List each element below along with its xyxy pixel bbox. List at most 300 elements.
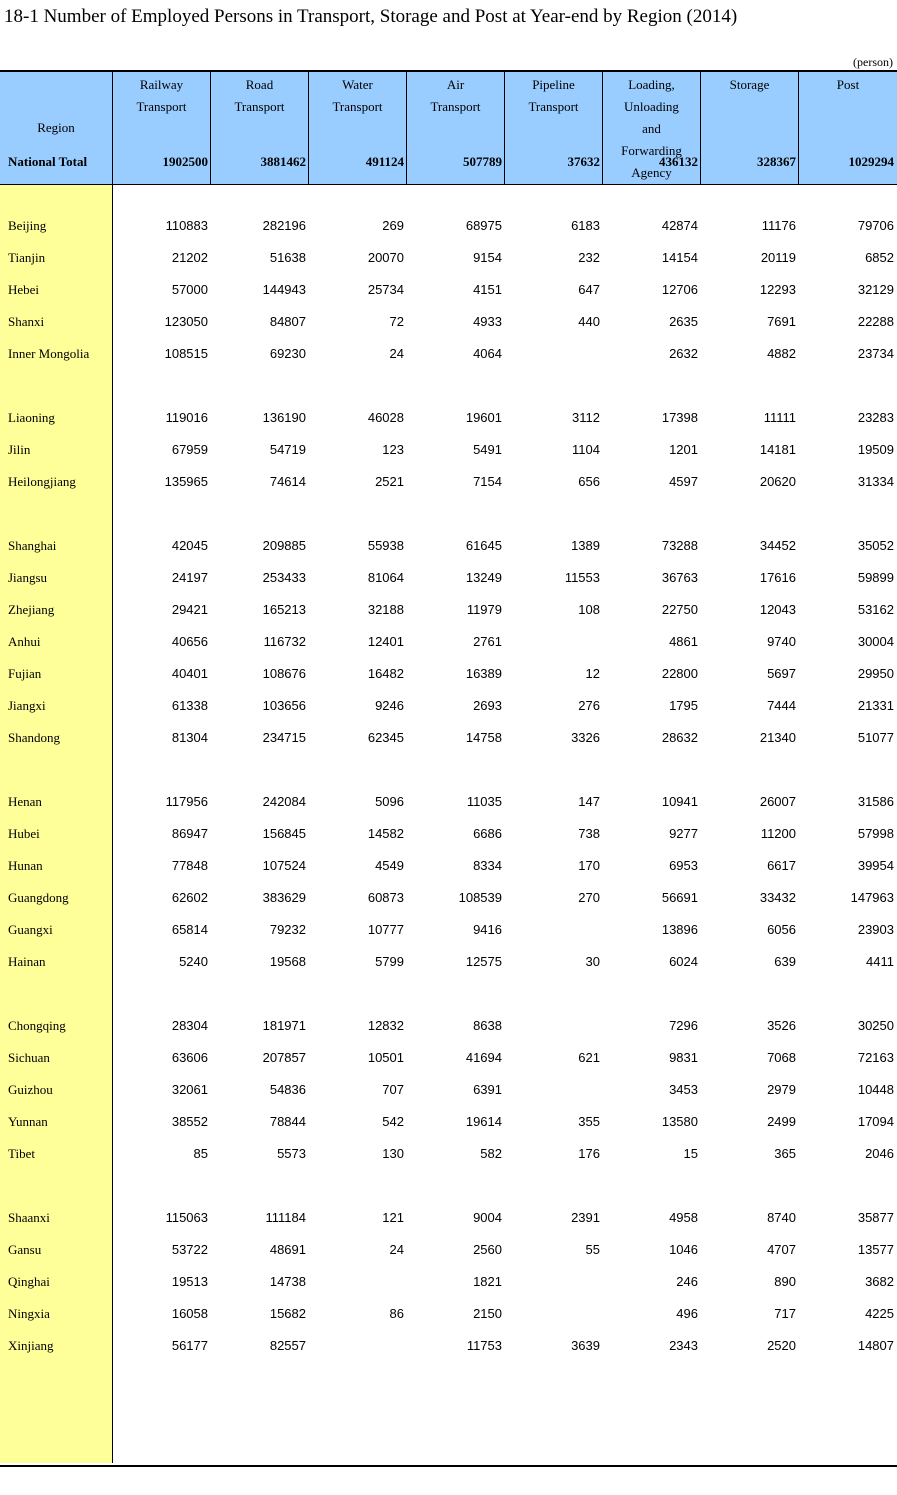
table-cell: 25734 (367, 282, 404, 297)
table-cell: 6391 (473, 1082, 502, 1097)
table-cell: 11111 (763, 410, 796, 425)
table-row (0, 282, 897, 302)
region-name: Beijing (8, 218, 47, 233)
table-cell: 72163 (857, 1050, 894, 1065)
table-row (0, 1242, 897, 1262)
region-name: Shaanxi (8, 1210, 50, 1225)
region-name: Qinghai (8, 1274, 50, 1289)
table-cell: 74614 (269, 474, 306, 489)
table-cell: 85 (193, 1146, 208, 1161)
table-cell: 31586 (857, 794, 894, 809)
region-name: Gansu (8, 1242, 42, 1257)
table-cell: 77848 (171, 858, 208, 873)
table-cell: 40656 (171, 634, 208, 649)
table-cell: 11200 (760, 826, 796, 841)
table-cell: 20119 (760, 250, 796, 265)
table-cell: 269 (382, 218, 404, 233)
table-cell: 28632 (661, 730, 698, 745)
table-cell: 10777 (367, 922, 404, 937)
table-cell: 4707 (767, 1242, 796, 1257)
table-row (0, 1082, 897, 1102)
table-row (0, 602, 897, 622)
table-cell: 2761 (473, 634, 502, 649)
table-cell: 170 (578, 858, 600, 873)
table-cell: 1389 (571, 538, 600, 553)
region-name: Shanxi (8, 314, 45, 329)
table-cell: 67959 (171, 442, 208, 457)
table-cell: 12401 (367, 634, 404, 649)
table-cell: 1821 (473, 1274, 502, 1289)
table-cell: 63606 (171, 1050, 208, 1065)
region-name: National Total (8, 154, 88, 169)
table-cell: 86947 (171, 826, 208, 841)
table-cell: 136190 (262, 410, 306, 425)
column-header-line: and (642, 121, 661, 136)
table-cell: 57998 (857, 826, 894, 841)
unit-label: (person) (853, 55, 893, 69)
table-row (0, 666, 897, 686)
table-row (0, 730, 897, 750)
table-cell: 2343 (669, 1338, 698, 1353)
table-cell: 13896 (661, 922, 698, 937)
region-name: Guizhou (8, 1082, 53, 1097)
table-cell: 24 (389, 1242, 404, 1257)
table-cell: 56691 (661, 890, 698, 905)
table-cell: 22750 (661, 602, 698, 617)
table-cell: 79232 (269, 922, 306, 937)
region-name: Tibet (8, 1146, 35, 1161)
table-cell: 123050 (164, 314, 208, 329)
region-name: Liaoning (8, 410, 55, 425)
table-cell: 355 (578, 1114, 600, 1129)
table-cell: 40401 (171, 666, 208, 681)
region-name: Fujian (8, 666, 42, 681)
table-cell: 37632 (567, 154, 600, 169)
table-row (0, 858, 897, 878)
table-cell: 123 (382, 442, 404, 457)
table-cell: 4861 (669, 634, 698, 649)
table-cell: 21202 (171, 250, 208, 265)
table-row (0, 410, 897, 430)
table-cell: 20620 (759, 474, 796, 489)
table-cell: 110883 (165, 218, 208, 233)
table-cell: 13249 (465, 570, 502, 585)
table-cell: 121 (382, 1210, 404, 1225)
table-cell: 32061 (171, 1082, 208, 1097)
column-header-line: Air (446, 77, 465, 92)
table-cell: 11753 (466, 1338, 502, 1353)
table-cell: 2521 (375, 474, 404, 489)
region-name: Inner Mongolia (8, 346, 90, 361)
table-cell: 116732 (263, 634, 306, 649)
table-cell: 19614 (465, 1114, 502, 1129)
table-cell: 60873 (367, 890, 404, 905)
table-cell: 5491 (473, 442, 502, 457)
table-cell: 23734 (857, 346, 894, 361)
column-header-line: Unloading (624, 99, 679, 114)
table-cell: 436132 (659, 154, 698, 169)
table-cell: 12 (585, 666, 600, 681)
table-cell: 62602 (171, 890, 208, 905)
table-cell: 30004 (857, 634, 894, 649)
table-cell: 69230 (269, 346, 306, 361)
table-cell: 28304 (171, 1018, 208, 1033)
table-cell: 6617 (767, 858, 796, 873)
table-cell: 17094 (857, 1114, 894, 1129)
region-name: Guangdong (8, 890, 69, 905)
table-cell: 84807 (269, 314, 306, 329)
region-name: Xinjiang (8, 1338, 54, 1353)
table-cell: 108676 (262, 666, 306, 681)
table-row (0, 570, 897, 590)
table-cell: 54836 (269, 1082, 306, 1097)
table-cell: 2046 (865, 1146, 894, 1161)
table-cell: 23283 (857, 410, 894, 425)
table-cell: 270 (578, 890, 600, 905)
table-cell: 48691 (269, 1242, 306, 1257)
table-row (0, 1146, 897, 1166)
table-cell: 12293 (759, 282, 796, 297)
table-cell: 10941 (661, 794, 698, 809)
table-cell: 3453 (669, 1082, 698, 1097)
table-cell: 12832 (367, 1018, 404, 1033)
table-cell: 11979 (466, 602, 502, 617)
table-cell: 242084 (262, 794, 306, 809)
table-cell: 14738 (269, 1274, 306, 1289)
column-header-line: Loading, (628, 77, 675, 92)
table-cell: 20070 (367, 250, 404, 265)
table-cell: 1201 (669, 442, 698, 457)
table-cell: 1902500 (162, 154, 208, 169)
table-cell: 890 (774, 1274, 796, 1289)
region-name: Yunnan (8, 1114, 48, 1129)
table-cell: 176 (578, 1146, 600, 1161)
table-cell: 86 (389, 1306, 404, 1321)
region-name: Hunan (8, 858, 43, 873)
table-cell: 738 (578, 826, 600, 841)
table-cell: 7691 (767, 314, 796, 329)
table-cell: 7296 (669, 1018, 698, 1033)
table-cell: 32188 (367, 602, 404, 617)
table-cell: 582 (480, 1146, 502, 1161)
table-cell: 207857 (262, 1050, 306, 1065)
table-cell: 2632 (669, 346, 698, 361)
region-name: Sichuan (8, 1050, 50, 1065)
table-cell: 82557 (269, 1338, 306, 1353)
table-row (0, 1018, 897, 1038)
table-cell: 5240 (179, 954, 208, 969)
table-cell: 4064 (473, 346, 502, 361)
table-cell: 3526 (767, 1018, 796, 1033)
table-cell: 4549 (375, 858, 404, 873)
table-cell: 41694 (465, 1050, 502, 1065)
table-cell: 2499 (767, 1114, 796, 1129)
table-cell: 17616 (759, 570, 796, 585)
region-name: Jiangxi (8, 698, 46, 713)
table-cell: 24 (389, 346, 404, 361)
table-cell: 65814 (171, 922, 208, 937)
table-cell: 23903 (857, 922, 894, 937)
region-name: Hainan (8, 954, 46, 969)
column-header-line: Transport (136, 99, 187, 114)
region-name: Tianjin (8, 250, 46, 265)
table-cell: 19601 (465, 410, 502, 425)
table-cell: 246 (676, 1274, 698, 1289)
table-cell: 16389 (465, 666, 502, 681)
table-cell: 5697 (767, 666, 796, 681)
table-cell: 621 (578, 1050, 600, 1065)
table-cell: 5573 (277, 1146, 306, 1161)
table-cell: 42045 (171, 538, 208, 553)
column-header-line: Railway (139, 77, 184, 92)
table-cell: 328367 (757, 154, 796, 169)
table-row (0, 890, 897, 910)
table-cell: 11553 (564, 570, 600, 585)
table-cell: 54719 (269, 442, 306, 457)
table-cell: 8638 (473, 1018, 502, 1033)
table-cell: 57000 (171, 282, 208, 297)
table-cell: 9740 (767, 634, 796, 649)
table-row (0, 922, 897, 942)
table-cell: 5096 (375, 794, 404, 809)
table-row (0, 218, 897, 238)
table-row (0, 1306, 897, 1326)
table-cell: 14807 (857, 1338, 894, 1353)
table-row (0, 250, 897, 270)
table-cell: 36763 (661, 570, 698, 585)
column-header-line: Agency (631, 165, 672, 180)
table-row (0, 954, 897, 974)
table-cell: 144943 (262, 282, 306, 297)
table-cell: 11176 (761, 218, 796, 233)
table-cell: 7444 (767, 698, 796, 713)
table-cell: 2693 (473, 698, 502, 713)
table-cell: 647 (578, 282, 600, 297)
table-cell: 496 (676, 1306, 698, 1321)
table-cell: 117956 (165, 794, 208, 809)
table-cell: 10448 (857, 1082, 894, 1097)
table-cell: 6686 (473, 826, 502, 841)
table-cell: 9831 (669, 1050, 698, 1065)
column-header-line: Post (836, 77, 860, 92)
table-cell: 61645 (465, 538, 502, 553)
table-cell: 56177 (171, 1338, 208, 1353)
region-name: Zhejiang (8, 602, 55, 617)
table-cell: 1029294 (848, 154, 894, 169)
table-cell: 2560 (473, 1242, 502, 1257)
table-cell: 14758 (465, 730, 502, 745)
table-cell: 147963 (850, 890, 894, 905)
table-row (0, 442, 897, 462)
table-cell: 9154 (473, 250, 502, 265)
table-cell: 35052 (857, 538, 894, 553)
table-cell: 2391 (571, 1210, 600, 1225)
table-cell: 21331 (857, 698, 894, 713)
table-cell: 46028 (367, 410, 404, 425)
region-name: Jiangsu (8, 570, 47, 585)
region-name: Chongqing (8, 1018, 66, 1033)
column-header-line: Water (342, 77, 373, 92)
table-cell: 111184 (265, 1210, 306, 1225)
table-cell: 103656 (262, 698, 306, 713)
table-row (0, 826, 897, 846)
region-column-background (0, 185, 113, 1463)
column-header-line: Transport (430, 99, 481, 114)
table-cell: 4597 (669, 474, 698, 489)
table-cell: 6852 (865, 250, 894, 265)
table-cell: 365 (774, 1146, 796, 1161)
table-cell: 62345 (367, 730, 404, 745)
table-cell: 2150 (473, 1306, 502, 1321)
table-cell: 39954 (857, 858, 894, 873)
table-cell: 55938 (367, 538, 404, 553)
table-cell: 232 (578, 250, 600, 265)
table-cell: 13580 (661, 1114, 698, 1129)
table-cell: 17398 (661, 410, 698, 425)
region-name: Henan (8, 794, 42, 809)
table-cell: 55 (585, 1242, 600, 1257)
table-cell: 33432 (759, 890, 796, 905)
table-cell: 81064 (367, 570, 404, 585)
table-cell: 4151 (473, 282, 502, 297)
region-name: Shanghai (8, 538, 57, 553)
region-name: Hubei (8, 826, 40, 841)
table-cell: 51077 (857, 730, 894, 745)
table-cell: 32129 (857, 282, 894, 297)
column-header-line: Road (245, 77, 274, 92)
table-cell: 34452 (759, 538, 796, 553)
table-cell: 19568 (269, 954, 306, 969)
table-cell: 3682 (865, 1274, 894, 1289)
table-row (0, 538, 897, 558)
column-header-line: Storage (729, 77, 770, 92)
table-cell: 491124 (365, 154, 404, 169)
table-cell: 4933 (473, 314, 502, 329)
table-cell: 31334 (857, 474, 894, 489)
table-cell: 35877 (857, 1210, 894, 1225)
table-cell: 8334 (473, 858, 502, 873)
table-cell: 656 (578, 474, 600, 489)
table-cell: 3326 (571, 730, 600, 745)
table-cell: 6183 (571, 218, 600, 233)
table-cell: 9004 (473, 1210, 502, 1225)
table-cell: 4882 (767, 346, 796, 361)
table-cell: 42874 (661, 218, 698, 233)
table-cell: 12575 (465, 954, 502, 969)
table-cell: 1104 (572, 442, 600, 457)
table-cell: 3639 (571, 1338, 600, 1353)
table-cell: 639 (774, 954, 796, 969)
table-cell: 1795 (669, 698, 698, 713)
table-cell: 234715 (262, 730, 306, 745)
column-header-line: Transport (528, 99, 579, 114)
table-cell: 61338 (171, 698, 208, 713)
table-cell: 6953 (669, 858, 698, 873)
table-cell: 16482 (367, 666, 404, 681)
region-name: Hebei (8, 282, 40, 297)
table-cell: 26007 (759, 794, 796, 809)
table-cell: 22800 (661, 666, 698, 681)
region-name: Shandong (8, 730, 60, 745)
table-cell: 30 (585, 954, 600, 969)
table-cell: 53162 (857, 602, 894, 617)
table-cell: 72 (389, 314, 404, 329)
data-table (0, 70, 897, 1467)
table-cell: 108 (578, 602, 600, 617)
table-cell: 383629 (262, 890, 306, 905)
table-cell: 6024 (669, 954, 698, 969)
column-header-line: Transport (234, 99, 285, 114)
table-cell: 11035 (466, 794, 502, 809)
page-title: 18-1 Number of Employed Persons in Transport, Storage and Post at Year-end by Region (2014) (4, 6, 738, 27)
table-row (0, 698, 897, 718)
table-row (0, 634, 897, 654)
table-cell: 81304 (171, 730, 208, 745)
table-cell: 29950 (857, 666, 894, 681)
table-cell: 253433 (262, 570, 306, 585)
column-header-line: Transport (332, 99, 383, 114)
table-cell: 16058 (171, 1306, 208, 1321)
table-cell: 181971 (262, 1018, 306, 1033)
table-cell: 165213 (262, 602, 306, 617)
table-row (0, 474, 897, 494)
table-cell: 13577 (857, 1242, 894, 1257)
table-cell: 12043 (759, 602, 796, 617)
table-cell: 147 (578, 794, 600, 809)
table-cell: 21340 (759, 730, 796, 745)
table-cell: 507789 (463, 154, 502, 169)
table-cell: 4958 (669, 1210, 698, 1225)
region-name: Guangxi (8, 922, 53, 937)
column-header-line: Pipeline (532, 77, 575, 92)
table-cell: 30250 (857, 1018, 894, 1033)
table-cell: 24197 (171, 570, 208, 585)
table-cell: 79706 (857, 218, 894, 233)
table-cell: 107524 (262, 858, 306, 873)
table-cell: 9246 (375, 698, 404, 713)
table-cell: 2979 (767, 1082, 796, 1097)
table-cell: 108539 (458, 890, 502, 905)
region-header: Region (37, 120, 75, 135)
table-cell: 542 (382, 1114, 404, 1129)
region-name: Ningxia (8, 1306, 50, 1321)
table-cell: 2520 (767, 1338, 796, 1353)
table-cell: 135965 (164, 474, 208, 489)
table-cell: 3881462 (260, 154, 306, 169)
table-cell: 6056 (767, 922, 796, 937)
region-name: Heilongjiang (8, 474, 76, 489)
table-cell: 156845 (262, 826, 306, 841)
table-cell: 73288 (661, 538, 698, 553)
table-cell: 7154 (473, 474, 502, 489)
table-row (0, 1338, 897, 1358)
table-cell: 130 (382, 1146, 404, 1161)
table-cell: 717 (774, 1306, 796, 1321)
table-cell: 10501 (367, 1050, 404, 1065)
table-row (0, 154, 897, 174)
table-row (0, 1274, 897, 1294)
table-cell: 12706 (661, 282, 698, 297)
table-cell: 5799 (375, 954, 404, 969)
table-cell: 7068 (767, 1050, 796, 1065)
table-cell: 29421 (171, 602, 208, 617)
table-row (0, 346, 897, 366)
table-cell: 22288 (857, 314, 894, 329)
table-cell: 9277 (669, 826, 698, 841)
table-cell: 68975 (465, 218, 502, 233)
table-row (0, 1114, 897, 1134)
table-cell: 53722 (171, 1242, 208, 1257)
